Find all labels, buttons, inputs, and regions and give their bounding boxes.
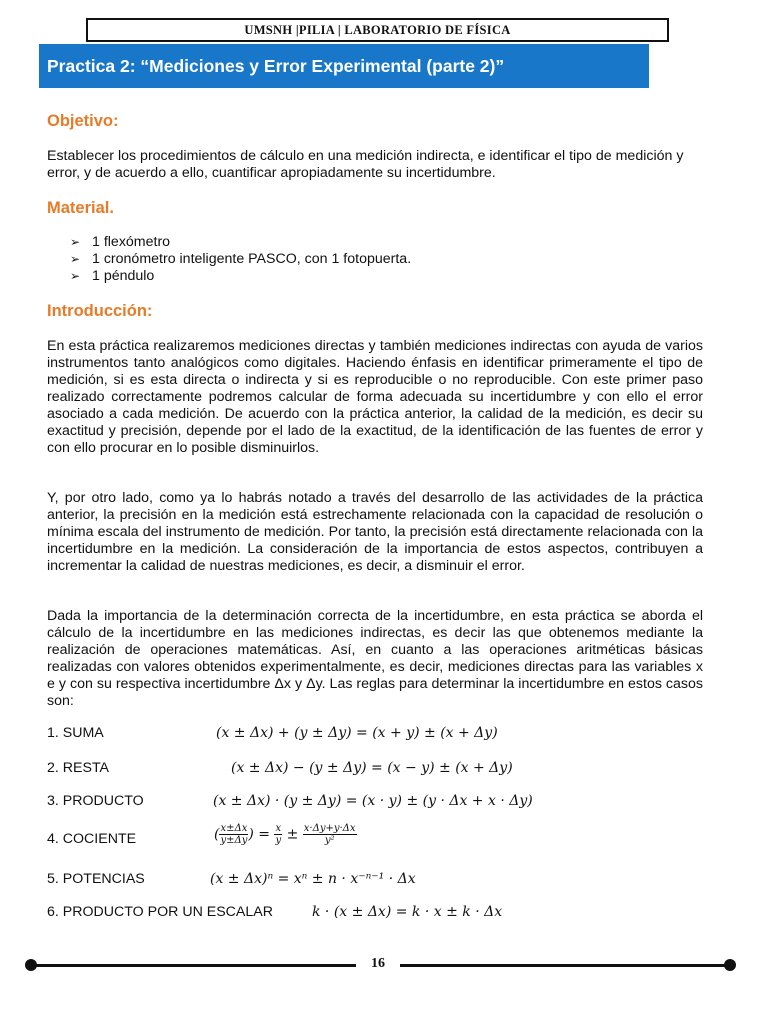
header-box [86,18,669,42]
rule-label: 1. SUMA [47,725,104,741]
rule-formula: ( $\frac{x\pm\Delta x}{y\pm\Delta y}$ ) = $\frac{x}{y}$ ± $\frac{x\cdot\Delta y+y\cdot\Delta x}{\text{y²}}$ [214,823,356,846]
rule-formula: k · (x ± Δx) = k · x ± k · Δx [312,904,503,920]
intro-paragraph-1: En esta práctica realizaremos mediciones directas y también mediciones indirectas con ayuda de varios instrumentos tanto analógicos como digitales. Haciendo énfasis en identificar primeramente el tipo de medición, si es esta directa o indirecta y si es reproducible o no reproducible. Con este primer paso realizado correctamente podremos calcular de forma adecuada su incertidumbre y con ello el error asociado a cada medición. De acuerdo con la práctica anterior, la calidad de la medición, es decir su exactitud y precisión, depende por el lado de la exactitud, de la identificación de las fuentes de error y con ello procurar en lo posible disminuirlos. [47,338,703,456]
practice-title: Practica 2: “Mediciones y Error Experimental (parte 2)” [47,56,505,76]
introduccion-heading: Introducción: [47,302,153,320]
practice-title-bar [39,44,649,88]
page-number: 16 [371,956,385,971]
rule-formula: (x ± Δx) · (y ± Δy) = (x · y) ± (y · Δx + x · Δy) [213,793,533,809]
footer-right-line [400,964,730,967]
objetivo-heading: Objetivo: [47,112,119,130]
arrow-bullet-icon: ➢ [70,235,81,249]
material-list [70,234,411,285]
list-item: ➢ 1 péndulo [70,268,155,284]
list-item: ➢ 1 flexómetro [70,234,171,250]
list-item: ➢ 1 cronómetro inteligente PASCO, con 1 fotopuerta. [70,251,412,267]
rule-suma [47,725,747,747]
intro-paragraph-2: Y, por otro lado, como ya lo habrás notado a través del desarrollo de las actividades de la práctica anterior, la precisión en la medición está estrechamente relacionada con la capacidad de resolución o mínima escala del instrumento de medición. Por tanto, la precisión está directamente relacionada con la incertidumbre en la medición. La consideración de la importancia de estos aspectos, contribuyen a incrementar la calidad de nuestras mediciones, es decir, a disminuir el error. [47,490,703,574]
rule-formula: (x ± Δx) + (y ± Δy) = (x + y) ± (x + Δy) [216,725,498,741]
rule-label: 4. COCIENTE [47,831,137,847]
rule-potencias [47,871,747,893]
arrow-bullet-icon: ➢ [70,269,81,283]
arrow-bullet-icon: ➢ [70,252,81,266]
footer-left-line [30,964,356,967]
fraction: $\frac{x}{y}$ [275,823,282,846]
rule-cociente [47,823,747,859]
material-heading: Material. [47,199,114,217]
rule-label: 3. PRODUCTO [47,793,144,809]
header-text: UMSNH |PILIA | LABORATORIO DE FÍSICA [244,23,511,37]
rule-producto [47,793,747,815]
rule-label: 5. POTENCIAS [47,871,145,887]
rule-label: 2. RESTA [47,760,110,776]
rule-formula: (x ± Δx)ⁿ = xⁿ ± n · x⁻ⁿ⁻¹ · Δx [210,871,416,887]
rule-producto-escalar [47,904,747,926]
rule-label: 6. PRODUCTO POR UN ESCALAR [47,904,273,920]
fraction: $\frac{x\cdot\Delta y+y\cdot\Delta x}{\text{y²}}$ [303,823,356,846]
fraction: $\frac{x\pm\Delta x}{y\pm\Delta y}$ [220,823,248,846]
intro-paragraph-3: Dada la importancia de la determinación correcta de la incertidumbre, en esta práctica se aborda el cálculo de la incertidumbre en las mediciones indirectas, es decir las que obtenemos mediante la realización de operaciones matemáticas. Así, en cuanto a las operaciones aritméticas básicas realizadas con valores obtenidos experimentalmente, es decir, mediciones directas para las variables x e y con su respectiva incertidumbre Δx y Δy. Las reglas para determinar la incertidumbre en estos casos son: [47,608,703,709]
rule-formula: (x ± Δx) − (y ± Δy) = (x − y) ± (x + Δy) [231,760,513,776]
rule-resta [47,760,747,782]
footer-right-dot [724,959,736,971]
objetivo-text: Establecer los procedimientos de cálculo en una medición indirecta, e identificar el tipo de medición y error, y de acuerdo a ello, cuantificar apropiadamente su incertidumbre. [47,148,684,181]
